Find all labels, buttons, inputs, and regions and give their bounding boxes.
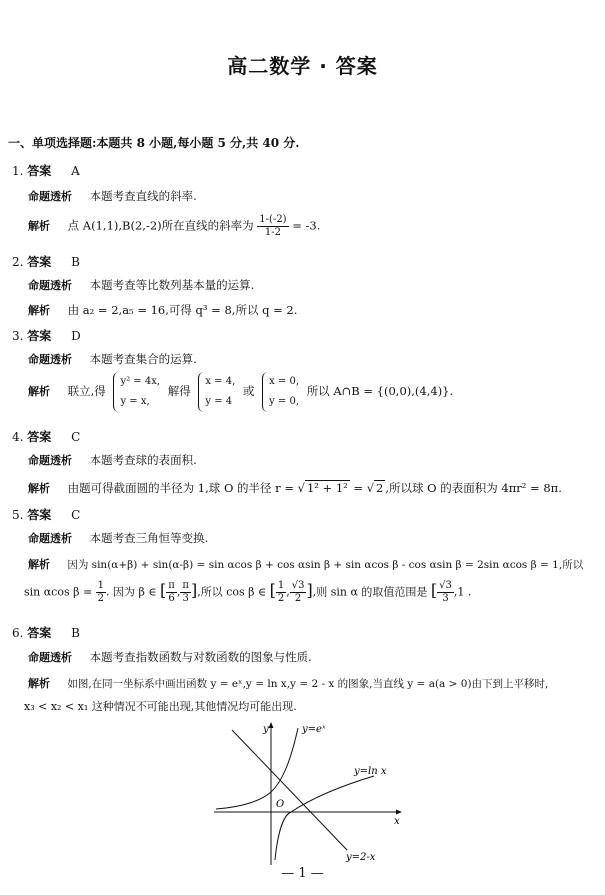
solution-label: 解析 <box>28 558 50 571</box>
solution-text-mid: 解得 <box>167 384 191 398</box>
question-3-solution <box>28 372 453 412</box>
analysis-text: 本题考查三角恒等变换. <box>89 531 209 545</box>
exp-curve <box>216 728 298 809</box>
solution-label: 解析 <box>28 219 50 233</box>
solution-text: ,1 . <box>453 585 472 599</box>
slope-fraction <box>257 214 288 239</box>
solution-label: 解析 <box>28 304 50 317</box>
question-2-solution <box>28 302 297 318</box>
question-number: 5. <box>12 508 24 522</box>
question-3-header <box>12 327 81 344</box>
question-number: 3. <box>12 329 24 343</box>
question-1-solution <box>28 214 320 239</box>
page-title: 高二数学 · 答案 <box>227 54 378 78</box>
solution-text-end: 所以 A∩B = {(0,0),(4,4)}. <box>306 384 454 398</box>
answer-value: A <box>71 164 80 178</box>
question-number: 4. <box>12 430 24 444</box>
sqrt-symbol: √ <box>297 481 305 495</box>
solution-text: x₃ < x₂ < x₁ 这种情况不可能出现,其他情况均可能出现. <box>24 700 297 713</box>
equation: y = 0, <box>269 396 300 407</box>
solution-text: 由题可得截面圆的半径为 1,球 O 的半径 r = <box>67 481 294 495</box>
fraction <box>290 580 307 605</box>
fraction-numerator: π <box>168 580 175 591</box>
x-axis-arrow <box>396 810 402 815</box>
bracket: ] <box>190 580 198 600</box>
analysis-label: 命题透析 <box>28 532 72 545</box>
line-label: y=2-x <box>346 852 376 863</box>
question-1-analysis <box>28 188 197 204</box>
question-4-analysis <box>28 452 197 468</box>
fraction <box>437 580 454 605</box>
question-6-solution <box>28 675 548 691</box>
answer-label: 答案 <box>27 329 52 343</box>
question-1-header <box>12 162 80 179</box>
analysis-text: 本题考查球的表面积. <box>89 453 197 467</box>
bracket: ] <box>306 580 313 600</box>
x-axis-label: x <box>394 816 400 827</box>
analysis-text: 本题考查指数函数与对数函数的图象与性质. <box>89 650 312 664</box>
page-footer: — 1 — <box>281 866 324 881</box>
answer-value: C <box>71 430 81 444</box>
equation-system-2 <box>198 372 235 412</box>
question-5-solution <box>28 556 583 572</box>
equation: y = 4 <box>205 396 233 407</box>
analysis-text: 本题考查集合的运算. <box>89 352 197 366</box>
solution-label: 解析 <box>28 482 50 495</box>
solution-text: ,所以 cos β ∈ <box>197 585 267 599</box>
question-number: 6. <box>12 626 24 640</box>
sqrt-radicand: 2 <box>376 481 384 495</box>
answer-label: 答案 <box>27 626 52 640</box>
origin-label: O <box>276 799 285 810</box>
fraction-numerator: π <box>182 580 189 591</box>
solution-text: 联立,得 <box>67 384 106 398</box>
answer-value: D <box>71 329 81 343</box>
solution-text-end: = -3. <box>292 218 321 233</box>
fraction-numerator: √3 <box>291 580 305 591</box>
solution-text: sin αcos β = <box>24 585 93 599</box>
solution-text-or: 或 <box>242 384 255 398</box>
answer-label: 答案 <box>27 164 52 178</box>
question-4-header <box>12 428 80 445</box>
fraction-denominator: 6 <box>168 593 175 604</box>
fraction <box>276 580 286 605</box>
analysis-text: 本题考查等比数列基本量的运算. <box>89 278 255 292</box>
comma: , <box>286 585 290 599</box>
question-6-solution-line-2 <box>24 698 297 714</box>
analysis-label: 命题透析 <box>28 454 72 467</box>
analysis-text: 本题考查直线的斜率. <box>89 189 197 203</box>
question-6-analysis <box>28 649 312 665</box>
fraction-numerator: √3 <box>439 580 452 591</box>
solution-label: 解析 <box>28 385 50 398</box>
solution-label: 解析 <box>28 677 50 690</box>
fraction-denominator: 3 <box>182 593 189 604</box>
equation: x = 4, <box>205 376 236 387</box>
bracket: [ <box>160 580 167 600</box>
function-graph <box>214 720 404 865</box>
fraction-denominator: 2 <box>277 593 285 604</box>
answer-label: 答案 <box>27 255 52 269</box>
question-2-analysis <box>28 277 254 293</box>
question-6-header <box>12 624 80 641</box>
question-4-solution <box>28 480 562 496</box>
y-axis-label: y <box>263 724 269 735</box>
fraction <box>96 580 106 605</box>
question-3-analysis <box>28 351 197 367</box>
solution-text: . 因为 β ∈ <box>106 585 157 599</box>
fraction-denominator: 2 <box>294 593 302 604</box>
question-5-analysis <box>28 530 208 546</box>
analysis-label: 命题透析 <box>28 353 72 366</box>
solution-text: ,则 sin α 的取值范围是 <box>312 585 428 599</box>
ln-label: y=ln x <box>354 766 387 777</box>
answer-label: 答案 <box>27 508 52 522</box>
equation-system-1 <box>113 372 160 412</box>
question-2-header <box>12 253 80 270</box>
question-number: 2. <box>12 255 24 269</box>
question-5-header <box>12 506 80 523</box>
answer-label: 答案 <box>27 430 52 444</box>
analysis-label: 命题透析 <box>28 651 72 664</box>
bracket: [ <box>430 580 438 600</box>
fraction-denominator: 2 <box>97 593 105 604</box>
solution-text: 点 A(1,1),B(2,-2)所在直线的斜率为 <box>67 218 254 233</box>
section-heading: 一、单项选择题:本题共 8 小题,每小题 5 分,共 40 分. <box>8 136 300 150</box>
question-number: 1. <box>12 164 24 178</box>
comma: , <box>176 585 181 599</box>
fraction-numerator: 1 <box>97 580 105 591</box>
fraction <box>180 580 191 605</box>
solution-text: 如图,在同一坐标系中画出函数 y = eˣ,y = ln x,y = 2 - x 的图象,当直线 y = a(a > 0)由下到上平移时, <box>67 678 549 690</box>
bracket: [ <box>269 580 276 600</box>
question-5-solution-line-2 <box>24 580 471 605</box>
equation: y² = 4x, <box>120 376 161 387</box>
answer-value: C <box>71 508 81 522</box>
sqrt-radicand: 1² + 1² <box>306 481 348 495</box>
fraction-numerator: 1-(-2) <box>259 214 287 225</box>
solution-text-end: ,所以球 O 的表面积为 4πr² = 8π. <box>385 481 562 495</box>
exp-label: y=eˣ <box>302 724 326 735</box>
equation: x = 0, <box>269 376 300 387</box>
solution-text: 因为 sin(α+β) + sin(α-β) = sin αcos β + cos αsin β + sin αcos β - cos αsin β = 2sin αcos β = 1,所以 <box>67 559 584 571</box>
y-axis-arrow <box>269 722 274 728</box>
ln-curve <box>275 776 374 860</box>
equals-sign: = <box>353 481 364 495</box>
analysis-label: 命题透析 <box>28 279 72 292</box>
equation-system-3 <box>262 372 299 412</box>
fraction <box>166 580 177 605</box>
fraction-denominator: 3 <box>442 593 449 604</box>
equation: y = x, <box>120 396 150 407</box>
analysis-label: 命题透析 <box>28 190 72 203</box>
fraction-numerator: 1 <box>277 580 285 591</box>
answer-value: B <box>71 255 80 269</box>
solution-text: 由 a₂ = 2,a₅ = 16,可得 q³ = 8,所以 q = 2. <box>67 303 298 317</box>
answer-value: B <box>71 626 80 640</box>
sqrt-symbol: √ <box>366 481 375 495</box>
fraction-denominator: 1-2 <box>264 227 281 238</box>
line-curve <box>232 730 347 850</box>
